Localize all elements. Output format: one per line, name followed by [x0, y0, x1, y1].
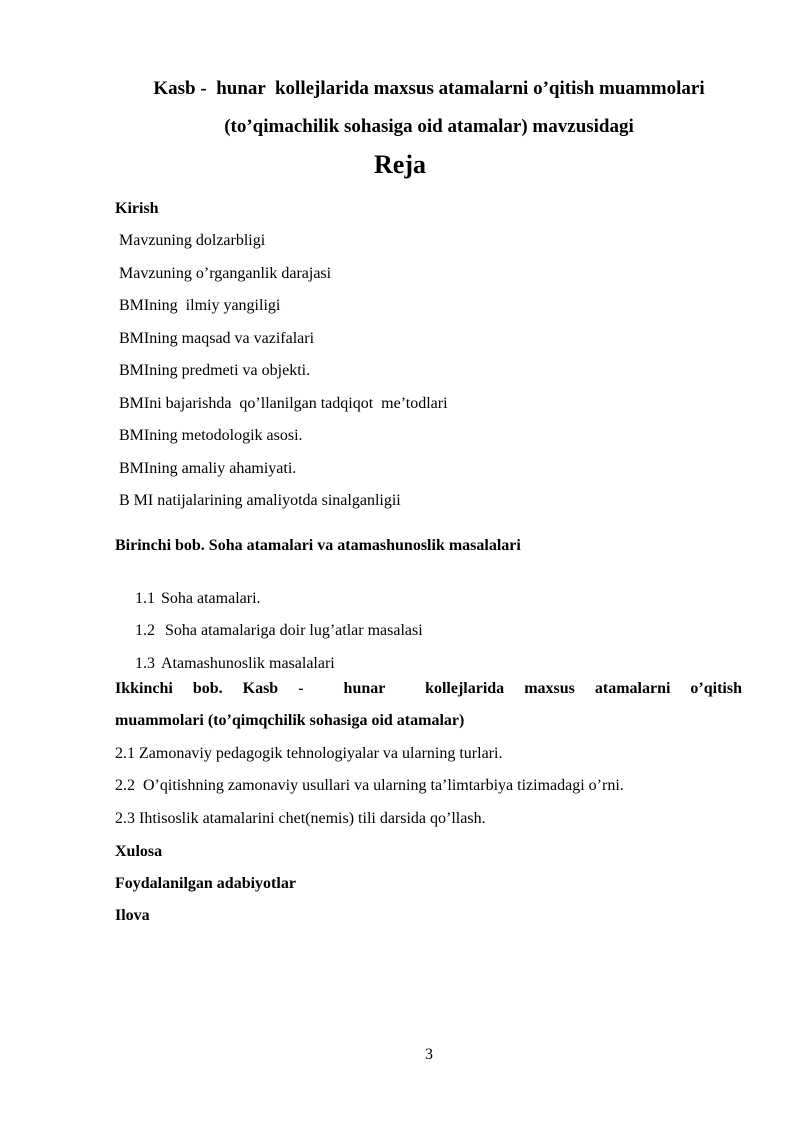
section-title: Soha atamalari. — [161, 590, 261, 607]
intro-item: BMIning ilmiy yangiligi — [119, 297, 281, 314]
chapter2-item: 2.2 O’qitishning zamonaviy usullari va ularning ta’limtarbiya tizimadagi o’rni. — [115, 777, 624, 794]
intro-item: BMIning predmeti va objekti. — [119, 362, 311, 379]
plan-heading: Reja — [374, 150, 426, 179]
section-title: Atamashunoslik masalalari — [161, 655, 335, 672]
intro-item: BMIning maqsad va vazifalari — [119, 330, 315, 347]
intro-item: BMIning amaliy ahamiyati. — [119, 460, 297, 477]
intro-item: BMIning metodologik asosi. — [119, 427, 303, 444]
intro-item: B MI natijalarining amaliyotda sinalganligii — [119, 492, 401, 509]
references-heading: Foydalanilgan adabiyotlar — [115, 875, 296, 892]
section-number: 1.1 — [135, 590, 155, 607]
page-number: 3 — [425, 1046, 433, 1063]
chapter2-heading-line-1: Ikkinchi bob. Kasb - hunar kollejlarida maxsus atamalarni o’qitish — [115, 680, 742, 697]
section-number: 1.2 — [135, 622, 155, 639]
intro-item: Mavzuning o’rganganlik darajasi — [119, 265, 332, 282]
section-title: Soha atamalariga doir lug’atlar masalasi — [165, 622, 423, 639]
intro-item: Mavzuning dolzarbligi — [119, 232, 266, 249]
chapter2-item: 2.3 Ihtisoslik atamalarini chet(nemis) tili darsida qo’llash. — [115, 810, 486, 827]
intro-item: BMIni bajarishda qo’llanilgan tadqiqot me’todlari — [119, 395, 448, 412]
document-title-line-1: Kasb - hunar kollejlarida maxsus atamalarni o’qitish muammolari — [153, 78, 705, 99]
appendix-heading: Ilova — [115, 907, 150, 924]
chapter1-heading: Birinchi bob. Soha atamalari va atamashunoslik masalalari — [115, 537, 521, 554]
conclusion-heading: Xulosa — [115, 843, 163, 860]
section-number: 1.3 — [135, 655, 155, 672]
chapter2-heading-line-2: muammolari (to’qimqchilik sohasiga oid atamalar) — [115, 712, 465, 729]
chapter2-item: 2.1 Zamonaviy pedagogik tehnologiyalar va ularning turlari. — [115, 745, 503, 762]
document-title-line-2: (to’qimachilik sohasiga oid atamalar) mavzusidagi — [224, 116, 634, 137]
intro-label: Kirish — [115, 200, 159, 217]
